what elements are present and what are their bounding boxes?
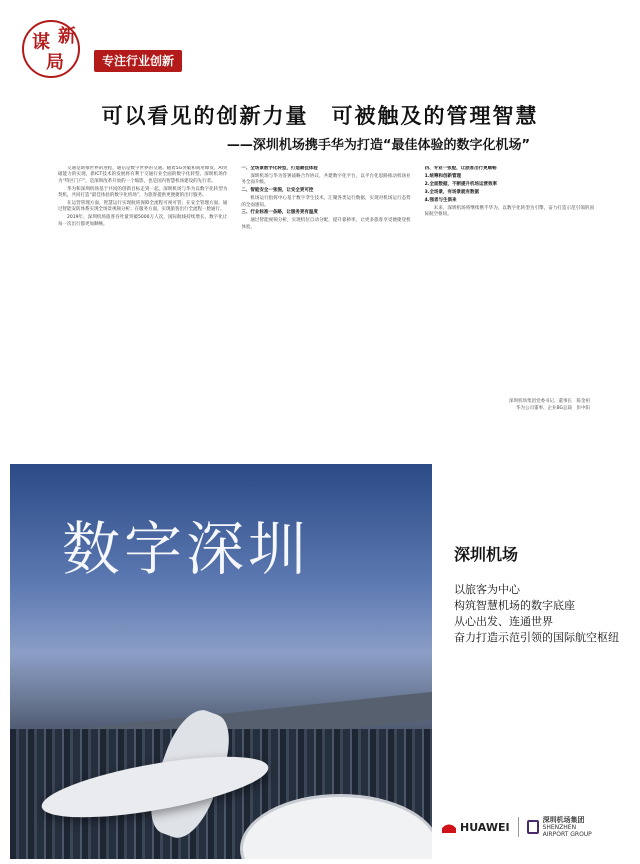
section-heading: 二、智能安全一张图，让安全更可控 xyxy=(241,188,314,194)
logo-char: 局 xyxy=(46,52,64,73)
section-heading: 一、全场景数字化转型，打造最佳体验 xyxy=(241,166,318,171)
article-paragraph: 未来，深圳机场将继续携手华为，以数字化转型为引擎，奋力打造示范引领的国际航空枢纽。 xyxy=(424,205,594,217)
brand-name: 深圳机场 xyxy=(454,545,519,564)
section-heading: 3.全场景，有场景就有数据 xyxy=(424,189,479,195)
column-logo xyxy=(22,20,192,78)
logo-divider xyxy=(518,817,519,837)
page-subtitle: ——深圳机场携手华为打造“最佳体验的数字化机场” xyxy=(226,138,530,153)
slogan-line: 从心出发、连通世界 xyxy=(454,615,553,628)
article-paragraph: 华为和深圳机场基于共同的创新目标走到一起。深圳机场与华为以数字化转型为契机，共同打造“最佳体验的数字化机场”，为旅客提供更便捷的出行服务。 xyxy=(58,186,228,199)
section-heading: 三、行业标准一条路，让服务更有温度 xyxy=(241,210,318,216)
airport-group-name: 深圳机场集团 xyxy=(542,815,585,824)
huawei-petal-icon xyxy=(442,821,456,833)
byline-line: 华为公司董事、企业BG总裁 彭中阳 xyxy=(516,406,590,411)
logo-text xyxy=(32,26,102,80)
article-paragraph: 通过智能视频分析，实现机位自动分配，提升靠桥率，让更多旅客享受便捷登机体验。 xyxy=(241,218,411,230)
article-paragraph: 机场运行指挥中心基于数字孪生技术，汇聚各类运行数据，实现对机场运行态势的全面感知。 xyxy=(241,196,411,208)
section-heading: 四、专业一张脸，让旅客出行更顺畅 xyxy=(424,166,497,171)
slogan-line: 奋力打造示范引领的国际航空枢纽 xyxy=(454,631,619,644)
huawei-wordmark: HUAWEI xyxy=(460,820,510,834)
article-paragraph: 在运营管理方面，智慧运行实现航班保障全流程可视可管；在安全管理方面，通过智能安防体系实现全场景视频分析；在服务方面，实现旅客出行全流程一脸通行。 xyxy=(58,201,228,213)
logo-char: 新 xyxy=(58,26,76,47)
article-paragraph: 交通是助推世界的进程，通信是数字世界的交通。随着5G突破和商用爆发，AI突破能力的实现，新ICT技术的发展将有利于交通行业全面的数字化转型。深圳机场作为“特区门户”，是深圳改革开放的一个缩影，也是国内智慧机场建设的先行者。 xyxy=(58,166,228,184)
section-heading: 4.强者与生俱来 xyxy=(424,197,457,203)
airport-aerial-photo xyxy=(10,464,432,859)
huawei-logo xyxy=(442,821,510,834)
article-paragraph: 2019年，深圳机场旅客吞吐量突破5000万人次，国际航线持续增长。数字化让每一次出行都更加顺畅。 xyxy=(58,215,228,227)
logo-char: 谋 xyxy=(32,32,50,53)
airport-group-logo xyxy=(527,817,592,838)
byline xyxy=(470,398,590,412)
slogan-panel xyxy=(432,464,632,859)
slogan-line: 构筑智慧机场的数字底座 xyxy=(454,599,575,612)
byline-line: 深圳机场集团党委书记、董事长 陈金祖 xyxy=(509,399,590,404)
airport-group-en: SHENZHEN xyxy=(542,823,577,831)
section-heading: 1.统筹和创新管理 xyxy=(424,173,461,179)
sponsor-logos xyxy=(442,816,627,838)
airport-group-mark-icon xyxy=(527,820,539,834)
photo-title: 数字深圳 xyxy=(62,515,311,583)
page-title: 可以看见的创新力量 可被触及的管理智慧 xyxy=(101,104,539,128)
section-heading: 2.全面数据，不断提升机场运营效率 xyxy=(424,181,497,187)
article-paragraph: 深圳机场与华为签署战略合作协议，共建数字化平台，以平台化思路推动机场业务全面升级。 xyxy=(241,173,411,186)
slogan-lines xyxy=(454,582,619,646)
column-tag: 专注行业创新 xyxy=(94,50,182,72)
article-body xyxy=(58,166,594,416)
slogan-line: 以旅客为中心 xyxy=(454,583,520,596)
airport-group-en: AIRPORT GROUP xyxy=(542,830,592,838)
